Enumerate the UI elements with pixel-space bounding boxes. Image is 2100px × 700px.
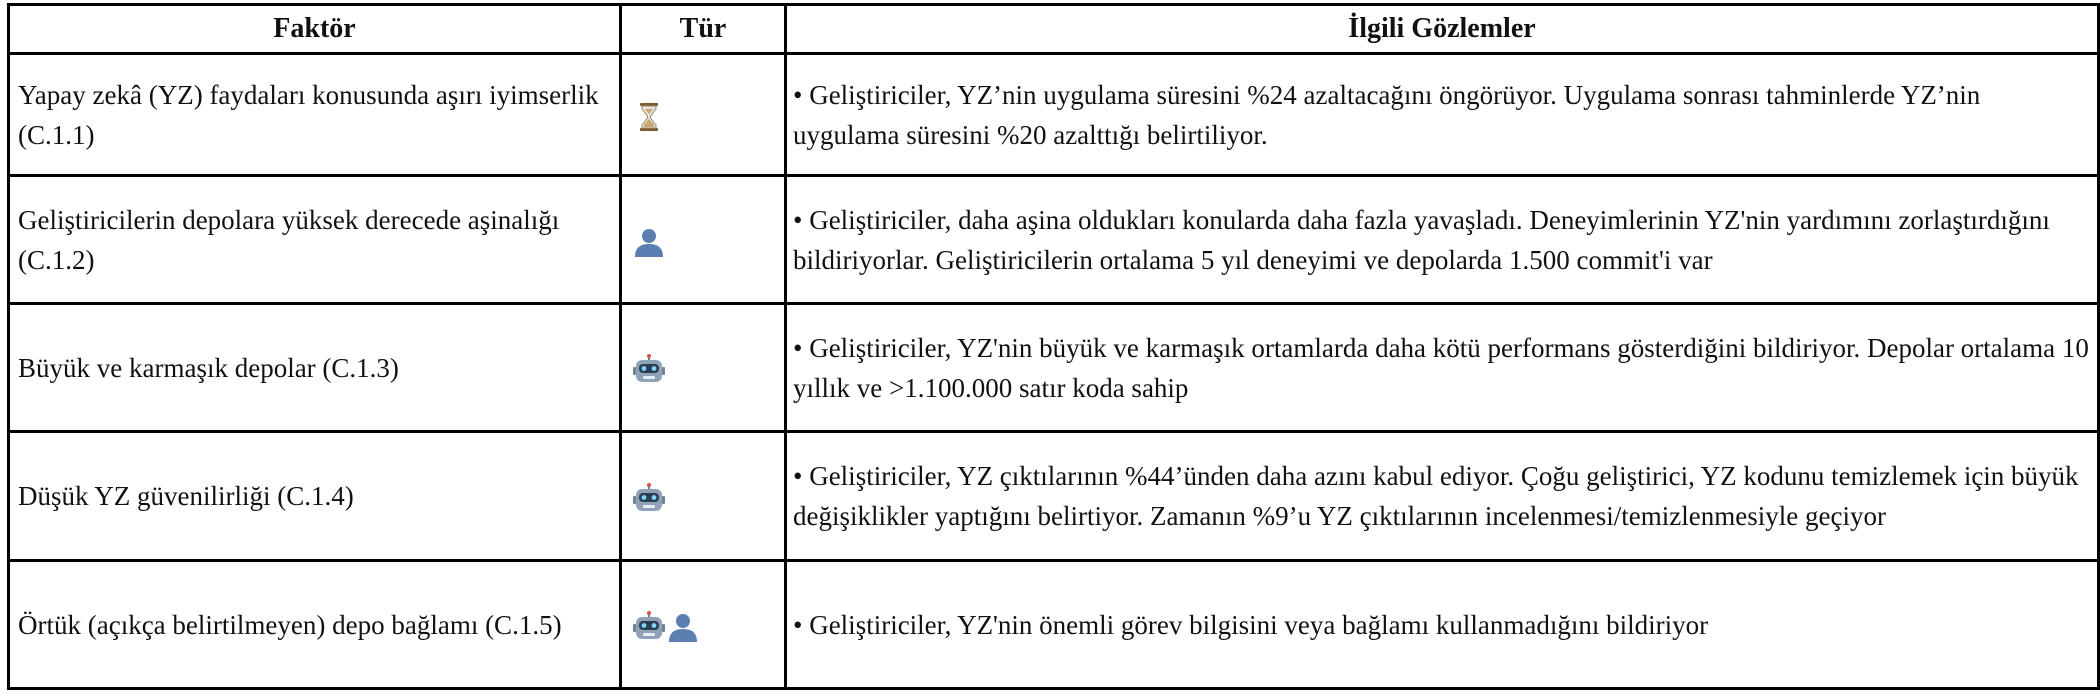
table-row (9, 54, 2099, 176)
robot-icon (632, 482, 666, 516)
factor-cell: Yapay zekâ (YZ) faydaları konusunda aşırı iyimserlik (C.1.1) (9, 54, 621, 176)
type-cell (621, 561, 786, 689)
header-observations: İlgili Gözlemler (786, 5, 2099, 54)
type-cell (621, 54, 786, 176)
table-row (9, 561, 2099, 689)
factor-cell: Geliştiricilerin depolara yüksek derecede aşinalığı (C.1.2) (9, 176, 621, 304)
observation-cell: • Geliştiriciler, YZ'nin önemli görev bilgisini veya bağlamı kullanmadığını bildiriyor (786, 561, 2099, 689)
type-cell (621, 432, 786, 561)
observation-cell: • Geliştiriciler, YZ çıktılarının %44’ünden daha azını kabul ediyor. Çoğu geliştirici, YZ kodunu temizlemek için büyük değişiklikler yaptığını belirtiyor. Zamanın %9’u YZ çıktılarının incelenmesi/temizlenmesiyle geçiyor (786, 432, 2099, 561)
factor-cell: Düşük YZ güvenilirliği (C.1.4) (9, 432, 621, 561)
person-icon (632, 225, 666, 259)
observation-cell: • Geliştiriciler, daha aşina oldukları konularda daha fazla yavaşladı. Deneyimlerinin YZ'nin yardımını zorlaştırdığını bildiriyorlar. Geliştiricilerin ortalama 5 yıl deneyimi ve depolarda 1.500 commit'i var (786, 176, 2099, 304)
factor-cell: Büyük ve karmaşık depolar (C.1.3) (9, 304, 621, 432)
type-cell (621, 176, 786, 304)
robot-icon (632, 610, 666, 644)
header-factor: Faktör (9, 5, 621, 54)
table-row (9, 432, 2099, 561)
type-cell (621, 304, 786, 432)
factors-table (7, 3, 2100, 690)
table-row (9, 304, 2099, 432)
header-type: Tür (621, 5, 786, 54)
robot-icon (632, 353, 666, 387)
factor-cell: Örtük (açıkça belirtilmeyen) depo bağlamı (C.1.5) (9, 561, 621, 689)
table-row (9, 176, 2099, 304)
person-icon (666, 610, 700, 644)
observation-cell: • Geliştiriciler, YZ'nin büyük ve karmaşık ortamlarda daha kötü performans gösterdiğini bildiriyor. Depolar ortalama 10 yıllık ve >1.100.000 satır koda sahip (786, 304, 2099, 432)
table-header-row (9, 5, 2099, 54)
hourglass-icon (632, 100, 666, 134)
observation-cell: • Geliştiriciler, YZ’nin uygulama süresini %24 azaltacağını öngörüyor. Uygulama sonrası tahminlerde YZ’nin uygulama süresini %20 azalttığı belirtiliyor. (786, 54, 2099, 176)
